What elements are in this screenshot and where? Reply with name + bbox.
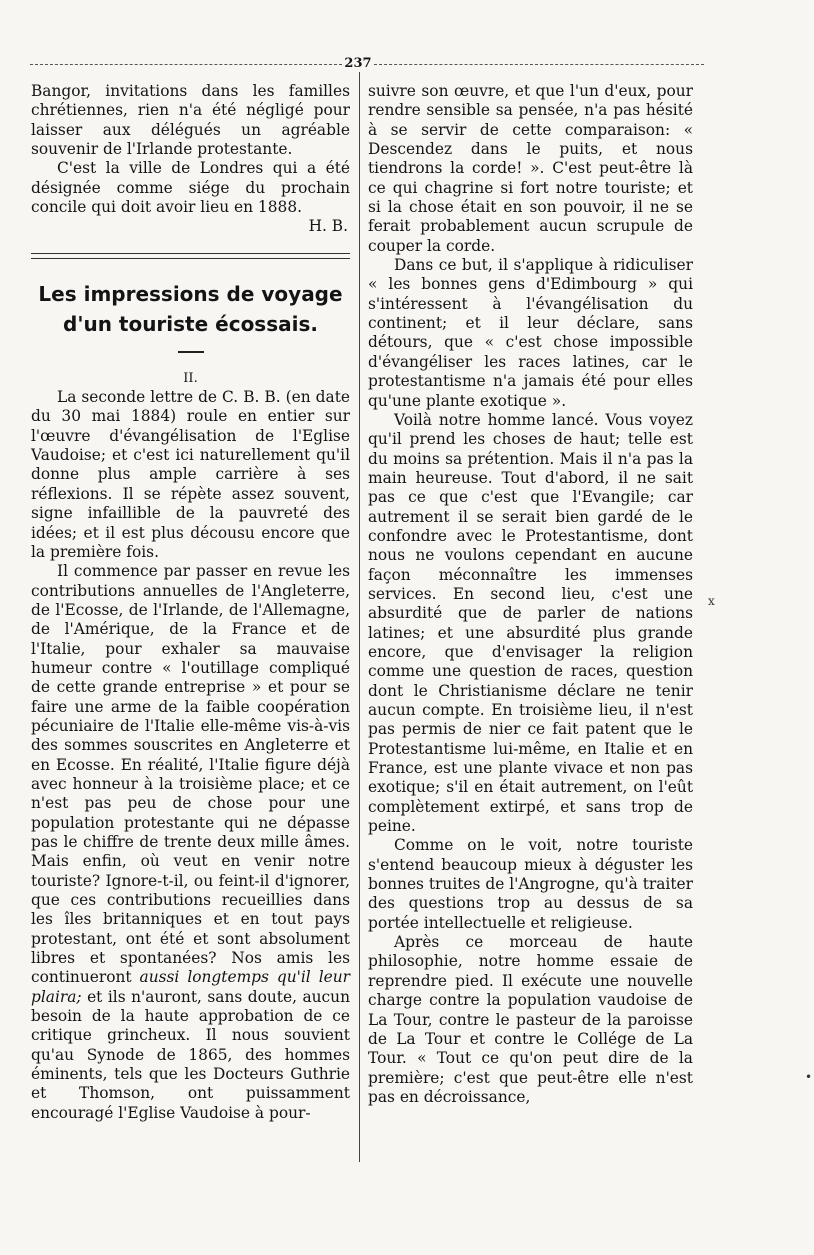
article-title-line-2: d'un touriste écossais.: [63, 311, 318, 336]
column-divider: [359, 72, 360, 1162]
title-dash: [178, 351, 204, 353]
margin-mark-dot: •: [805, 1070, 813, 1084]
author-signature: H. B.: [308, 217, 348, 236]
paragraph-2-text-a: Il commence par passer en revue les contributions annuelles de l'Angleterre, de l'Ecosse, de l'Irlande, de l'Allemagne, de l'Amérique, de la France et de l'Italie, pour exhaler sa mauvaise humeur contre « l'outillage compliqué de cette grande entreprise » et pour se faire une arme de la faible coopération pécuniaire de l'Italie elle-même vis-à-vis des sommes souscrites en Angleterre et en Ecosse. En réalité, l'Italie figure déjà avec honneur à la troisième place; et ce n'est pas peu de chose pour une population protestante qui ne dépasse pas le chiffre de trente deux mille âmes. Mais enfin, où veut en venir notre touriste? Ignore-t-il, ou feint-il d'ignorer, que ces contributions recueillies dans les îles britanniques et en tout pays protestant, ont été et sont absolument libres et spontanées? Nos amis les continueront: [31, 562, 350, 987]
right-paragraph-4: Comme on le voit, notre touriste s'entend beaucoup mieux à déguster les bonnes truites de l'Angrogne, qu'à traiter des questions trop au dessus de sa portée intellectuelle et religieuse.: [368, 836, 693, 932]
margin-mark-x: x: [708, 594, 715, 608]
header-rule-left: [30, 64, 342, 65]
page-number: 237: [344, 56, 372, 71]
right-column: [368, 82, 693, 1107]
section-number: II.: [183, 370, 198, 386]
paragraph-2-italic: aussi longtemps qu'il leur plaira;: [31, 968, 350, 1006]
right-paragraph-5: Après ce morceau de haute philosophie, notre homme essaie de reprendre pied. Il exécute une nouvelle charge contre la population vaudoise de La Tour, contre le pasteur de la paroisse de La Tour et contre le Collége de La Tour. « Tout ce qu'on peut dire de la première; c'est que peut-être elle n'est pas en décroissance,: [368, 933, 693, 1106]
intro-paragraph: Bangor, invitations dans les familles chrétiennes, rien n'a été négligé pour laisser aux délégués un agréable souvenir de l'Irlande protestante.: [31, 82, 350, 159]
continued-paragraph: suivre son œuvre, et que l'un d'eux, pour rendre sensible sa pensée, n'a pas hésité à se servir de cette comparaison: « Descendez dans le puits, et nous tiendrons la corde! ». C'est peut-être là ce qui chagrine si fort notre touriste; et si la chose était en son pouvoir, il ne se ferait probablement aucun scrupule de couper la corde.: [368, 82, 693, 255]
london-paragraph: C'est la ville de Londres qui a été désignée comme siége du prochain concile qui doit avoir lieu en 1888.: [31, 159, 350, 217]
left-column: [31, 82, 350, 1123]
paragraph-2-text-b: et ils n'auront, sans doute, aucun besoin de la haute approbation de ce critique grincheux. Il nous souvient qu'au Synode de 1865, des hommes éminents, tels que les Docteurs Guthrie et Thomson, ont puissamment encouragé l'Eglise Vaudoise à pour-: [31, 987, 350, 1122]
article-title-line-1: Les impressions de voyage: [38, 281, 343, 306]
article-paragraph-1: La seconde lettre de C. B. B. (en date du 30 mai 1884) roule en entier sur l'œuvre d'évangélisation de l'Eglise Vaudoise; et c'est ici naturellement qu'il donne plus ample carrière à ses réflexions. Il se répète assez souvent, signe infaillible de la pauvreté des idées; et il est plus décousu encore que la première fois.: [31, 388, 350, 561]
section-divider: [31, 253, 350, 259]
article-paragraph-2: [31, 562, 350, 1123]
header-rule-right: [374, 64, 704, 65]
right-paragraph-2: Dans ce but, il s'applique à ridiculiser « les bonnes gens d'Edimbourg » qui s'intéressent à l'évangélisation du continent; et il leur déclare, sans détours, que « c'est chose impossible d'évangéliser les races latines, car le protestantisme n'a jamais été pour elles qu'une plante exotique ».: [368, 256, 693, 410]
right-paragraph-3: Voilà notre homme lancé. Vous voyez qu'il prend les choses de haut; telle est du moins sa prétention. Mais il n'a pas la main heureuse. Tout d'abord, il ne sait pas ce que c'est que l'Evangile; car autrement il se serait bien gardé de le confondre avec le Protestantisme, dont nous ne voulons cependant en aucune façon méconnaître les immenses services. En second lieu, c'est une absurdité que de parler de nations latines; et une absurdité plus grande encore, que d'envisager la religion comme une question de races, question dont le Christianisme déclare ne tenir aucun compte. En troisième lieu, il n'est pas permis de nier ce fait patent que le Protestantisme lui-même, en Italie et en France, est une plante vivace et non pas exotique; s'il en était autrement, on l'eût complètement extirpé, et sans trop de peine.: [368, 410, 693, 836]
